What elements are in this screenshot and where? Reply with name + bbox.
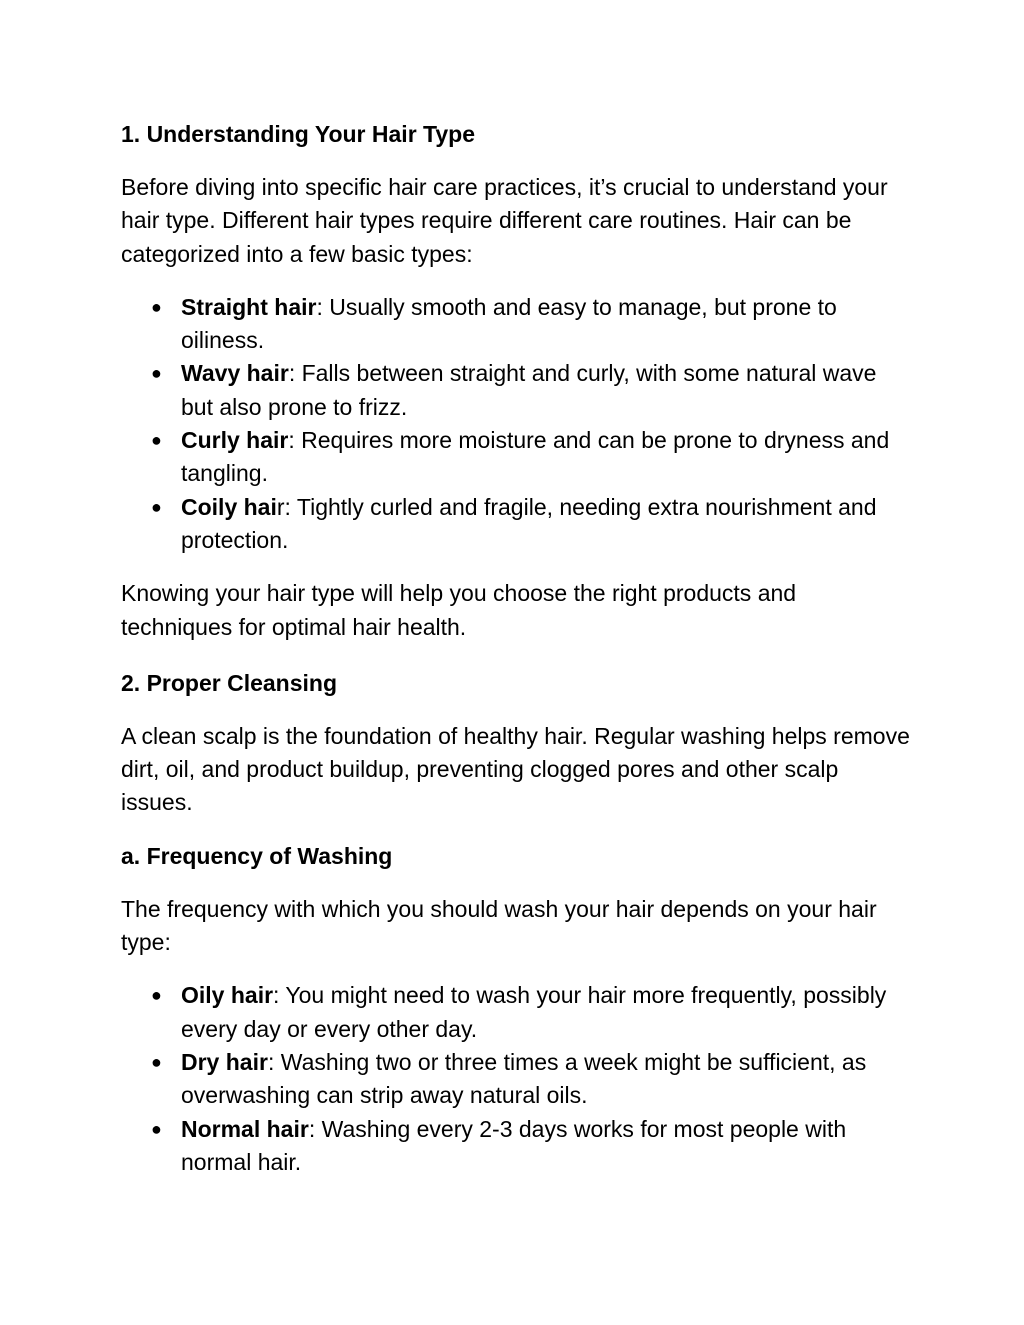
- list-item-desc: : Requires more moisture and can be prone to dryness and tangling.: [181, 427, 890, 487]
- list-item-term: Wavy hair: [181, 360, 289, 387]
- list-item-desc: : Washing two or three times a week might be sufficient, as overwashing can strip away natural oils.: [181, 1048, 867, 1109]
- section-heading-cleansing: 2. Proper Cleansing: [121, 669, 338, 696]
- bullet-icon: ●: [151, 496, 162, 517]
- list-item: [151, 1113, 911, 1180]
- list-item: [151, 357, 911, 424]
- list-item-desc: : Washing every 2-3 days works for most people with normal hair.: [181, 1115, 847, 1175]
- section-heading-understanding: 1. Understanding Your Hair Type: [121, 121, 476, 147]
- list-item: [151, 424, 911, 491]
- list-item-term: Normal hair: [181, 1115, 309, 1142]
- list-item-term: Dry hair: [181, 1048, 268, 1075]
- bullet-icon: ●: [151, 1051, 162, 1072]
- document-page: [121, 118, 911, 1179]
- list-item-desc: : Falls between straight and curly, with some natural wave but also prone to frizz.: [181, 360, 877, 420]
- list-item-desc: r: Tightly curled and fragile, needing extra nourishment and protection.: [181, 493, 877, 553]
- bullet-icon: ●: [151, 985, 162, 1006]
- list-item-term: Curly hair: [181, 427, 289, 454]
- list-item-term: Straight hair: [181, 293, 317, 320]
- list-item: [151, 491, 911, 558]
- list-item: [151, 1046, 911, 1113]
- list-item-desc: : You might need to wash your hair more frequently, possibly every day or every other day.: [181, 982, 887, 1042]
- bullet-icon: ●: [151, 296, 162, 317]
- paragraph-cleansing-intro: A clean scalp is the foundation of healthy hair. Regular washing helps remove dirt, oil, and product buildup, preventing clogged pores and other scalp issues.: [121, 722, 910, 816]
- paragraph-hair-type-intro: Before diving into specific hair care practices, it’s crucial to understand your hair type. Different hair types require different care routines. Hair can be categorized into a few basic types:: [121, 174, 888, 267]
- paragraph-frequency-intro: The frequency with which you should wash your hair depends on your hair type:: [121, 895, 877, 956]
- list-item-term: Oily hair: [181, 982, 274, 1009]
- list-item-desc: : Usually smooth and easy to manage, but prone to oiliness.: [181, 293, 837, 354]
- paragraph-hair-type-outro: Knowing your hair type will help you choose the right products and techniques for optimal hair health.: [121, 580, 797, 640]
- list-item: [151, 291, 911, 358]
- bullet-icon: ●: [151, 430, 162, 451]
- hair-type-list: [121, 291, 911, 557]
- section-heading-frequency: a. Frequency of Washing: [121, 842, 393, 869]
- bullet-icon: ●: [151, 363, 162, 384]
- washing-frequency-list: [121, 979, 911, 1179]
- bullet-icon: ●: [151, 1118, 162, 1139]
- list-item-term: Coily hai: [181, 493, 277, 520]
- list-item: [151, 979, 911, 1046]
